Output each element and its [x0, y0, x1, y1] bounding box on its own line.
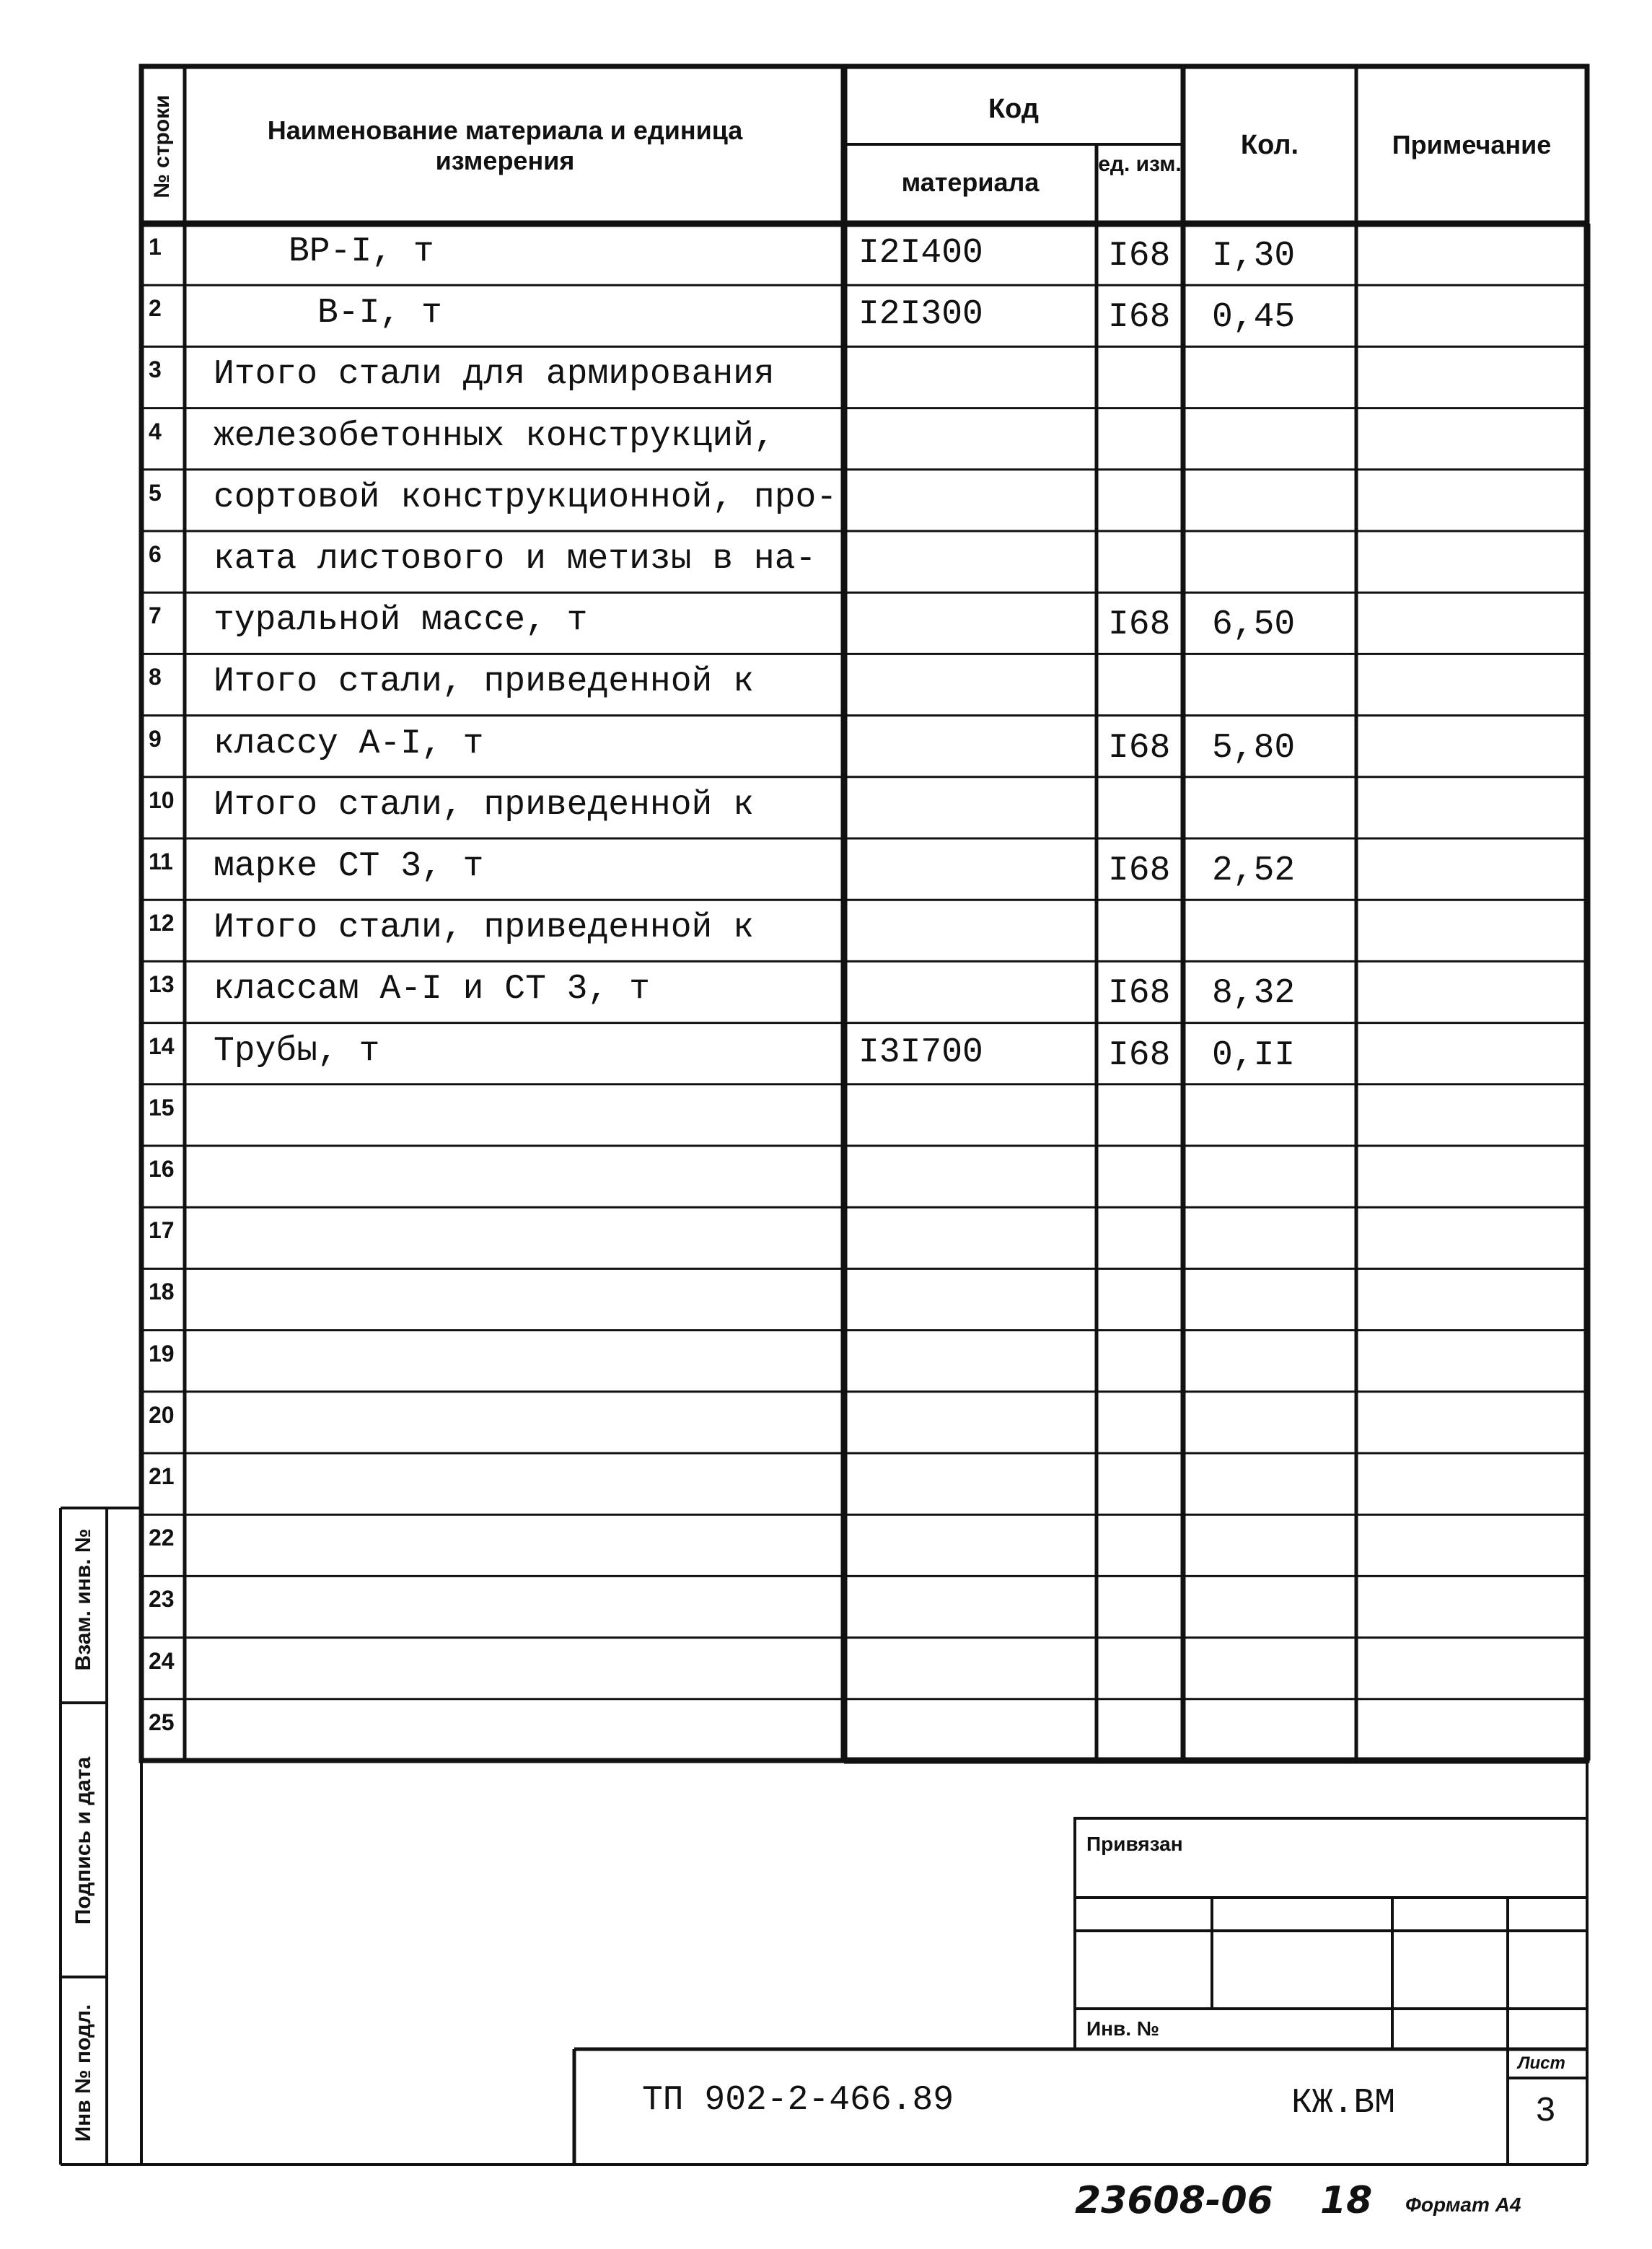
archive-number: 23608-06: [1075, 2179, 1273, 2222]
row-material-name: Итого стали, приведенной к: [214, 662, 754, 702]
header-row-no: № строки: [150, 95, 174, 198]
row-quantity: 8,32: [1212, 974, 1296, 1014]
row-quantity: I,30: [1212, 237, 1296, 276]
row-number: 9: [149, 725, 162, 752]
row-material-name: сортовой конструкционной, про-: [214, 478, 838, 517]
row-number: 16: [149, 1156, 175, 1182]
row-number: 4: [149, 418, 162, 444]
row-quantity: 2,52: [1212, 851, 1296, 890]
list-label: Лист: [1518, 2053, 1565, 2073]
row-unit-code: I68: [1108, 728, 1171, 768]
margin-podpis: Подпись и дата: [71, 1756, 95, 1925]
row-material-name: железобетонных конструкций,: [214, 416, 775, 456]
header-note: Примечание: [1392, 130, 1552, 159]
row-number: 3: [149, 356, 162, 383]
row-number: 7: [149, 602, 162, 629]
row-unit-code: I68: [1108, 1035, 1171, 1075]
row-number: 24: [149, 1647, 175, 1674]
margin-vzam: Взам. инв. №: [71, 1528, 95, 1671]
header-material: материала: [901, 167, 1040, 197]
inv-no-label: Инв. №: [1086, 2017, 1160, 2040]
header-name: Наименование материала и единица измерения: [267, 115, 743, 175]
row-number: 19: [149, 1340, 175, 1367]
sheet-number: 3: [1535, 2092, 1556, 2131]
privyazan-label: Привязан: [1086, 1833, 1183, 1855]
row-number: 11: [149, 849, 173, 874]
row-quantity: 5,80: [1212, 728, 1296, 768]
header-code: Код: [988, 94, 1040, 124]
row-quantity: 6,50: [1212, 605, 1296, 645]
row-quantity: 0,II: [1212, 1035, 1296, 1075]
row-material-name: Итого стали, приведенной к: [214, 785, 754, 825]
row-material-name: классам А-I и СТ 3, т: [214, 970, 650, 1009]
format-label: Формат А4: [1405, 2193, 1521, 2216]
mark-code: КЖ.ВМ: [1291, 2084, 1396, 2123]
row-number: 12: [149, 910, 175, 937]
row-unit-code: I68: [1108, 974, 1171, 1014]
row-number: 23: [149, 1586, 175, 1613]
row-material-code: I2I300: [858, 295, 983, 335]
row-material-name: туральной массе, т: [214, 601, 588, 641]
row-number: 25: [149, 1709, 175, 1735]
copy-number: 18: [1320, 2179, 1373, 2222]
row-number: 1: [149, 234, 162, 260]
row-number: 14: [149, 1033, 175, 1059]
row-material-name: В-I, т: [317, 294, 442, 333]
row-number: 10: [149, 786, 175, 813]
row-number: 17: [149, 1217, 175, 1244]
row-unit-code: I68: [1108, 851, 1171, 890]
row-number: 22: [149, 1525, 175, 1551]
row-unit-code: I68: [1108, 605, 1171, 645]
row-material-name: марке СТ 3, т: [214, 847, 484, 886]
header-qty: Кол.: [1240, 130, 1299, 160]
row-number: 6: [149, 541, 162, 567]
row-quantity: 0,45: [1212, 298, 1296, 338]
row-number: 13: [149, 971, 175, 998]
row-material-name: ката листового и метизы в на-: [214, 540, 817, 579]
row-number: 5: [149, 479, 162, 506]
row-material-name: Итого стали для армирования: [214, 355, 775, 395]
row-number: 20: [149, 1401, 175, 1428]
row-number: 18: [149, 1279, 175, 1305]
row-material-code: I2I400: [858, 234, 983, 273]
row-material-name: Трубы, т: [214, 1031, 380, 1071]
row-material-name: Итого стали, приведенной к: [214, 908, 754, 948]
row-number: 2: [149, 295, 162, 322]
row-material-name: ВР-I, т: [289, 232, 434, 271]
row-number: 15: [149, 1094, 175, 1121]
header-unit: ед. изм.: [1098, 152, 1182, 176]
row-material-code: I3I700: [858, 1033, 983, 1072]
row-number: 21: [149, 1463, 175, 1489]
row-number: 8: [149, 664, 162, 691]
project-code: ТП 902-2-466.89: [642, 2081, 954, 2120]
row-unit-code: I68: [1108, 237, 1171, 276]
margin-inv-podl: Инв № подл.: [71, 2004, 95, 2142]
row-material-name: классу А-I, т: [214, 724, 484, 763]
row-unit-code: I68: [1108, 298, 1171, 338]
